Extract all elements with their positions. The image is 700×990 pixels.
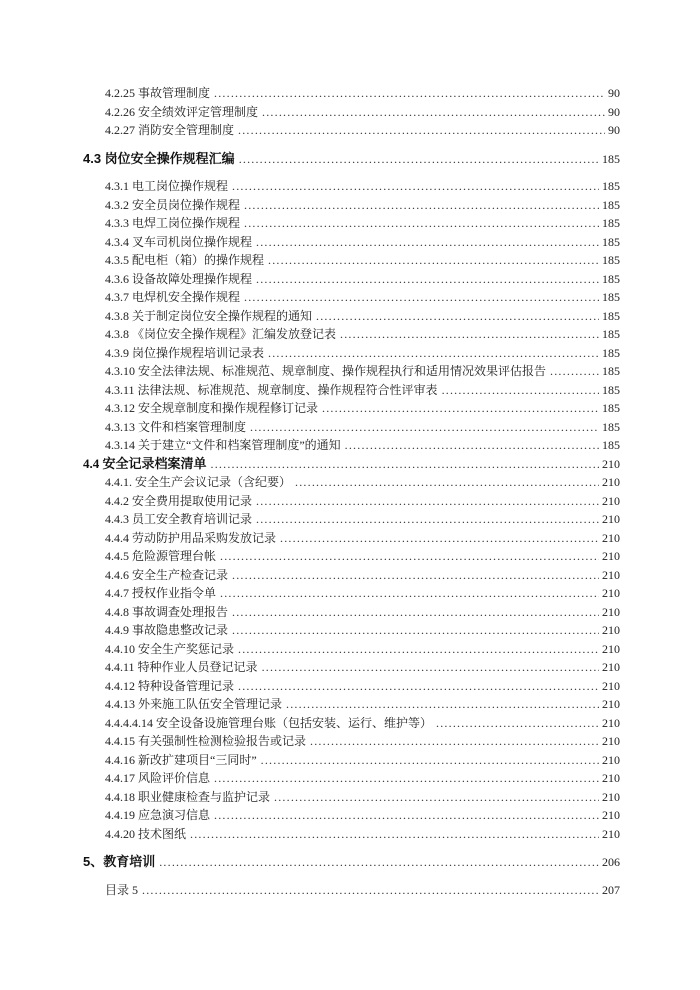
toc-entry[interactable] [83,529,620,548]
toc-page-number: 210 [602,678,620,693]
toc-page-number: 185 [602,419,620,434]
dot-leader [232,621,599,640]
toc-entry-label: 4.3.8 关于制定岗位安全操作规程的通知 [105,308,313,323]
dot-leader [256,510,599,529]
toc-entry-label: 4.3.7 电焊机安全操作规程 [105,290,241,304]
dot-leader [220,547,599,566]
toc-entry[interactable] [83,621,620,640]
toc-entry[interactable] [83,566,620,585]
dot-leader [244,288,599,307]
toc-entry-label: 4.4.8 事故调查处理报告 [105,604,229,619]
toc-page-number: 210 [602,641,620,656]
toc-entry-label: 4.3.14 关于建立“文件和档案管理制度”的通知 [105,438,341,452]
toc-entry[interactable] [83,640,620,659]
toc-heading[interactable] [83,455,620,474]
toc-entry-label: 4.4.7 授权作业指令单 [105,586,217,600]
toc-entry-label: 4.3.8 《岗位安全操作规程》汇编发放登记表 [105,327,337,341]
toc-page-number: 185 [602,271,620,286]
toc-page-number: 210 [602,586,620,600]
dot-leader [239,150,599,169]
toc-entry-label: 4.3.1 电工岗位操作规程 [105,179,229,193]
dot-leader [238,640,599,659]
toc-page-number: 210 [602,789,620,804]
toc-entry-label: 4.4.12 特种设备管理记录 [105,678,235,693]
toc-entry-label: 4.3.5 配电柜（箱）的操作规程 [105,253,265,267]
toc-page-number: 210 [602,734,620,748]
toc-page-number: 90 [608,104,620,119]
toc-entry[interactable] [83,399,620,418]
toc-page-number: 210 [602,660,620,674]
dot-leader [436,714,599,733]
toc-entry-label: 4.4.16 新改扩建项目“三同时” [105,752,257,767]
toc-page-number: 185 [602,382,620,397]
toc-entry-label: 4.4.4 劳动防护用品采购发放记录 [105,530,277,545]
toc-entry-label: 4.4.9 事故隐患整改记录 [105,623,229,637]
toc-entry-label: 目录 5 [105,882,139,897]
toc-entry[interactable] [83,121,620,140]
toc-entry-label: 4.4.19 应急演习信息 [105,808,211,822]
toc-entry-label: 4.3.6 设备故障处理操作规程 [105,271,253,286]
toc-entry-label: 4.4.15 有关强制性检测检验报告或记录 [105,734,307,748]
toc-entry-label: 4.3.2 安全员岗位操作规程 [105,197,241,212]
toc-entry-label: 4.2.27 消防安全管理制度 [105,123,235,137]
toc-entry[interactable] [83,584,620,603]
toc-entry[interactable] [83,492,620,511]
toc-page-number: 185 [602,345,620,360]
toc-page-number: 185 [602,401,620,415]
dot-leader [142,881,599,900]
toc-entry-label: 4.4.2 安全费用提取使用记录 [105,493,253,508]
dot-leader [286,695,599,714]
dot-leader [232,603,599,622]
dot-leader [238,677,599,696]
dot-leader [262,658,599,677]
toc-entry-label: 4.3.4 叉车司机岗位操作规程 [105,234,253,249]
toc-entry[interactable] [83,307,620,326]
toc-entry-label: 4.4.3 员工安全教育培训记录 [105,512,253,526]
toc-entry-label: 4.3.12 安全规章制度和操作规程修订记录 [105,401,319,415]
toc-entry[interactable] [83,510,620,529]
toc-entry-label: 4.4.13 外来施工队伍安全管理记录 [105,697,283,711]
toc-page-number: 210 [602,715,620,730]
toc-page-number: 185 [602,364,620,378]
toc-entry[interactable] [83,381,620,400]
dot-leader [268,251,599,270]
toc-entry[interactable] [83,270,620,289]
toc-page-number: 210 [602,549,620,563]
dot-leader [316,307,599,326]
toc-page-number: 210 [602,752,620,767]
toc-entry-label: 4.3 岗位安全操作规程汇编 [83,150,235,166]
toc-entry-label: 4.2.25 事故管理制度 [105,86,211,100]
toc-page-number: 210 [602,475,620,489]
dot-leader [244,214,599,233]
toc-entry-label: 4.3.10 安全法律法规、标准规范、规章制度、操作规程执行和适用情况效果评估报告 [105,364,547,378]
toc-entry-label: 4.4.11 特种作业人员登记记录 [105,660,258,674]
dot-leader [256,270,599,289]
toc-page-number: 185 [602,151,620,166]
toc-entry[interactable] [83,714,620,733]
toc-entry-label: 4.4.17 风险评价信息 [105,771,211,785]
dot-leader [238,121,605,140]
toc-entry-label: 4.3.3 电焊工岗位操作规程 [105,216,241,230]
dot-leader [261,751,599,770]
toc-page-number: 185 [602,290,620,304]
dot-leader [322,399,599,418]
dot-leader [280,529,599,548]
toc-entry-label: 4.4.6 安全生产检查记录 [105,567,229,582]
toc-heading[interactable] [83,853,620,872]
toc-entry[interactable] [83,436,620,455]
toc-entry[interactable] [83,677,620,696]
toc-page-number: 206 [602,855,620,869]
toc-entry[interactable] [83,473,620,492]
toc-page-number: 210 [602,493,620,508]
dot-leader [442,381,599,400]
dot-leader [244,196,599,215]
toc-page-number: 185 [602,253,620,267]
toc-page-number: 185 [602,438,620,452]
dot-leader [220,584,599,603]
toc-page-number: 210 [602,771,620,785]
toc-entry-label: 4.3.11 法律法规、标准规范、规章制度、操作规程符合性评审表 [105,382,438,397]
toc-entry[interactable] [83,251,620,270]
toc-entry[interactable] [83,603,620,622]
toc-entry-label: 4.3.9 岗位操作规程培训记录表 [105,345,265,360]
toc-entry[interactable] [83,547,620,566]
toc-page-number: 90 [608,86,620,100]
dot-leader [262,103,605,122]
dot-leader [256,233,599,252]
dot-leader [159,853,599,872]
toc-page-number: 210 [602,623,620,637]
dot-leader [214,84,605,103]
toc-entry[interactable] [83,233,620,252]
dot-leader [190,825,599,844]
dot-leader [250,418,599,437]
toc-page-number: 210 [602,530,620,545]
dot-leader [232,177,599,196]
toc-page-number: 210 [602,567,620,582]
dot-leader [345,436,599,455]
toc-entry-label: 4.3.13 文件和档案管理制度 [105,419,247,434]
toc-entry[interactable] [83,344,620,363]
toc-entry[interactable] [83,418,620,437]
toc-entry[interactable] [83,881,620,900]
toc-entry[interactable] [83,732,620,751]
toc-entry-label: 4.4.1. 安全生产会议记录（含纪要） [105,475,292,489]
dot-leader [340,325,599,344]
toc-entry[interactable] [83,695,620,714]
toc-entry-label: 4.4 安全记录档案清单 [83,455,207,471]
dot-leader [310,732,599,751]
toc-entry[interactable] [83,362,620,381]
toc-entry-label: 4.4.18 职业健康检查与监护记录 [105,789,271,804]
toc-entry[interactable] [83,751,620,770]
toc-page-number: 185 [602,216,620,230]
dot-leader [268,344,599,363]
toc-page-number: 185 [602,234,620,249]
toc-page-number: 210 [602,456,620,471]
toc-entry[interactable] [83,103,620,122]
toc-page-number: 207 [602,882,620,897]
toc-entry[interactable] [83,84,620,103]
toc-page-number: 210 [602,512,620,526]
toc-heading[interactable] [83,150,620,169]
toc-entry[interactable] [83,288,620,307]
toc-entry[interactable] [83,769,620,788]
toc-page-number: 90 [608,123,620,137]
toc-entry[interactable] [83,825,620,844]
toc-entry-label: 4.4.5 危险源管理台帐 [105,549,217,563]
toc-page-number: 210 [602,826,620,841]
toc-page-number: 185 [602,197,620,212]
dot-leader [232,566,599,585]
toc-entry[interactable] [83,177,620,196]
dot-leader [214,806,599,825]
toc-page-number: 210 [602,604,620,619]
toc-page-number: 185 [602,179,620,193]
dot-leader [295,473,599,492]
toc-entry[interactable] [83,806,620,825]
toc-page-number: 210 [602,808,620,822]
toc-entry-label: 4.4.10 安全生产奖惩记录 [105,641,235,656]
toc-entry-label: 4.4.4.4.14 安全设备设施管理台账（包括安装、运行、维护等） [105,715,433,730]
dot-leader [274,788,599,807]
toc-entry-label: 5、教育培训 [83,854,156,869]
toc-entry[interactable] [83,325,620,344]
dot-leader [214,769,599,788]
toc-entry[interactable] [83,196,620,215]
table-of-contents [83,84,620,899]
toc-entry[interactable] [83,788,620,807]
toc-page-number: 185 [602,308,620,323]
toc-entry-label: 4.4.20 技术图纸 [105,826,187,841]
toc-page-number: 210 [602,697,620,711]
dot-leader [550,362,599,381]
toc-entry[interactable] [83,658,620,677]
dot-leader [211,455,599,474]
toc-entry[interactable] [83,214,620,233]
toc-page-number: 185 [602,327,620,341]
toc-entry-label: 4.2.26 安全绩效评定管理制度 [105,104,259,119]
dot-leader [256,492,599,511]
